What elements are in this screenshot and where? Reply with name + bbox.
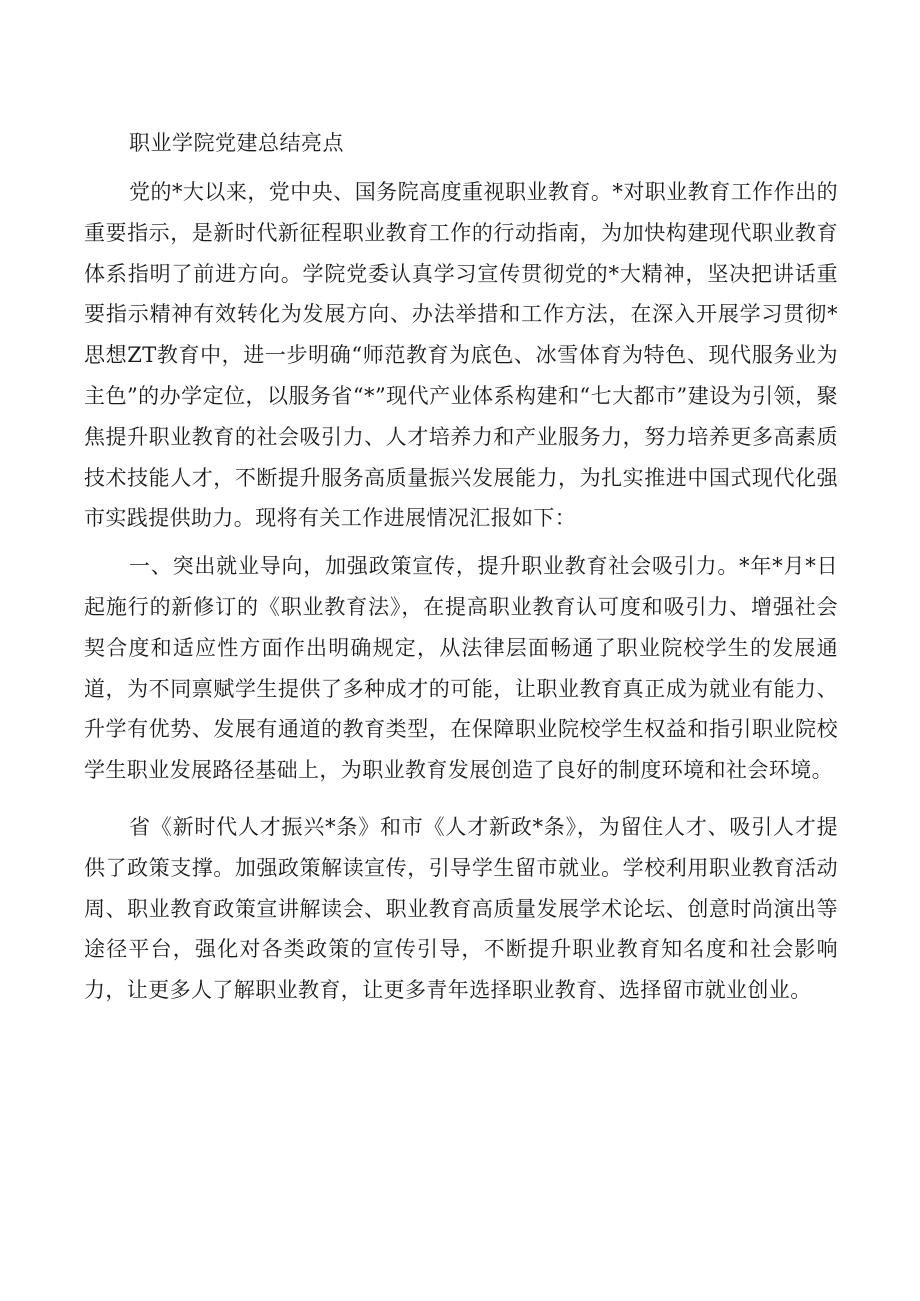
document-title: 职业学院党建总结亮点 bbox=[129, 131, 344, 155]
paragraph-introduction: 党的*大以来，党中央、国务院高度重视职业教育。*对职业教育工作作出的重要指示，是新时代新征程职业教育工作的行动指南，为加快构建现代职业教育体系指明了前进方向。学院党委认真学习宣传贯彻党的*大精神，坚决把讲话重要指示精神有效转化为发展方向、办法举措和工作方法，在深入开展学习贯彻*思想ZT教育中，进一步明确“师范教育为底色、冰雪体育为特色、现代服务业为主色”的办学定位，以服务省“*”现代产业体系构建和“七大都市”建设为引领，聚焦提升职业教育的社会吸引力、人才培养力和产业服务力，努力培养更多高素质技术技能人才，不断提升服务高质量振兴发展能力，为扎实推进中国式现代化强市实践提供助力。现将有关工作进展情况汇报如下： bbox=[84, 180, 838, 531]
paragraph-talent-policy: 省《新时代人才振兴*条》和市《人才新政*条》，为留住人才、吸引人才提供了政策支撑。加强政策解读宣传，引导学生留市就业。学校利用职业教育活动周、职业教育政策宣讲解读会、职业教育高质量发展学术论坛、创意时尚演出等途径平台，强化对各类政策的宣传引导，不断提升职业教育知名度和社会影响力，让更多人了解职业教育，让更多青年选择职业教育、选择留市就业创业。 bbox=[84, 814, 838, 1003]
document-page bbox=[84, 118, 838, 1011]
paragraph-employment-orientation: 一、突出就业导向，加强政策宣传，提升职业教育社会吸引力。*年*月*日起施行的新修订的《职业教育法》，在提高职业教育认可度和吸引力、增强社会契合度和适应性方面作出明确规定，从法律层面畅通了职业院校学生的发展通道，为不同禀赋学生提供了多种成才的可能，让职业教育真正成为就业有能力、升学有优势、发展有通道的教育类型，在保障职业院校学生权益和指引职业院校学生职业发展路径基础上，为职业教育发展创造了良好的制度环境和社会环境。 bbox=[84, 554, 838, 783]
